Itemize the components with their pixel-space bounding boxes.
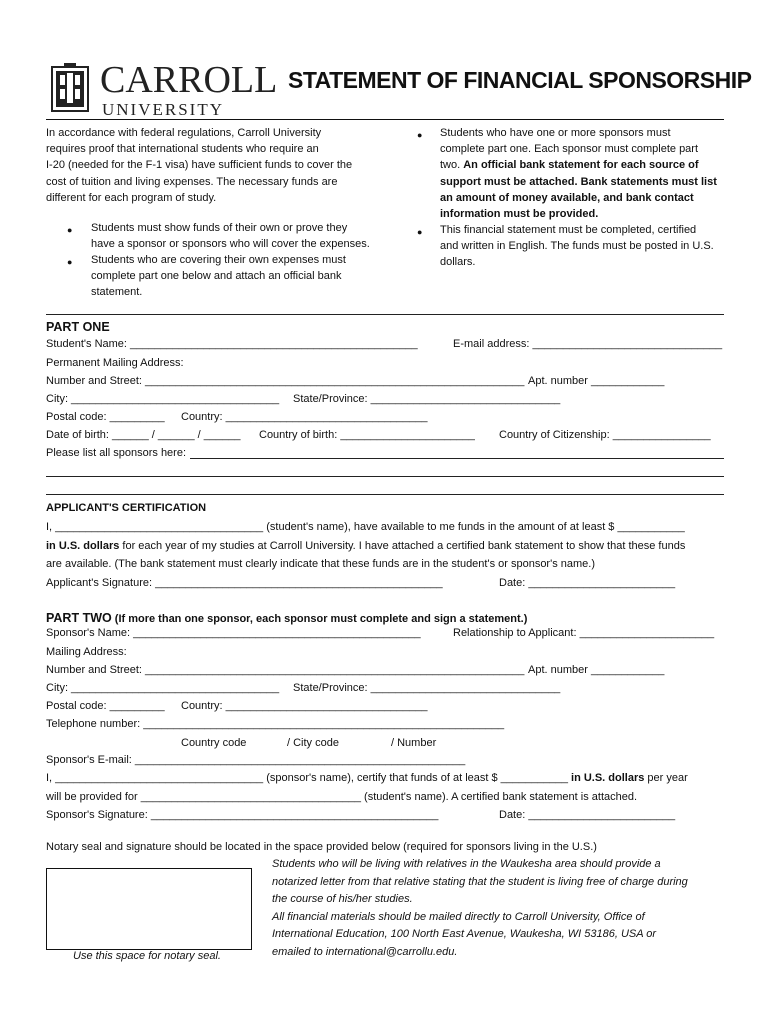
sponsor-apt-field[interactable]: Apt. number ____________ <box>528 664 665 676</box>
notary-info <box>272 856 688 962</box>
bullet-icon: ● <box>417 130 423 140</box>
bold-text: in U.S. dollars <box>571 772 645 784</box>
bullet-line: dollars. <box>440 256 476 269</box>
sponsor-state-field[interactable]: State/Province: _______________________________ <box>293 682 561 694</box>
notary-info-line: the course of his/her studies. <box>272 893 413 906</box>
notary-info-line: All financial materials should be mailed directly to Carroll University, Office of <box>272 910 645 923</box>
student-apt-field[interactable]: Apt. number ____________ <box>528 375 665 387</box>
intro-bullet-1 <box>91 220 370 252</box>
sponsor-name-field[interactable]: Sponsor's Name: _______________________________________________ <box>46 627 421 639</box>
bullet-icon: ● <box>67 225 73 235</box>
sponsors-line[interactable] <box>46 476 724 477</box>
part-two-heading <box>46 611 527 625</box>
certification-heading: APPLICANT'S CERTIFICATION <box>46 502 207 514</box>
page-title: STATEMENT OF FINANCIAL SPONSORSHIP <box>288 67 752 93</box>
applicant-date-field[interactable]: Date: ________________________ <box>499 577 676 589</box>
sponsors-line[interactable] <box>46 494 724 495</box>
intro-line: requires proof that international students who require an <box>46 143 319 156</box>
student-street-field[interactable]: Number and Street: ______________________________________________________________ <box>46 375 525 387</box>
bullet-line: an amount of money available, and bank contact <box>440 191 694 204</box>
certification-line <box>46 541 685 552</box>
student-dob-field[interactable]: Date of birth: ______ / ______ / ______ <box>46 429 241 441</box>
notary-info-line: Students who will be living with relatives in the Waukesha area should provide a <box>272 858 661 870</box>
certification-line: are available. (The bank statement must clearly indicate that these funds are in the student's or sponsor's name.) <box>46 558 595 570</box>
bullet-line: Students who are covering their own expenses must <box>91 254 346 266</box>
mailing-address-label: Mailing Address: <box>46 646 127 658</box>
bold-text: in U.S. dollars <box>46 540 120 552</box>
bullet-icon: ● <box>67 257 73 267</box>
sponsor-telephone-field[interactable]: Telephone number: ___________________________________________________________ <box>46 718 505 730</box>
intro-bullet-2 <box>91 252 346 301</box>
student-city-field[interactable]: City: __________________________________ <box>46 393 280 405</box>
citizenship-field[interactable]: Country of Citizenship: ________________ <box>499 429 711 441</box>
bullet-line: have a sponsor or sponsors who will cover the expenses. <box>91 238 370 251</box>
permanent-address-label: Permanent Mailing Address: <box>46 357 184 369</box>
student-country-field[interactable]: Country: _________________________________ <box>181 411 428 423</box>
student-name-field[interactable]: Student's Name: _______________________________________________ <box>46 338 418 350</box>
intro-line: I-20 (needed for the F-1 visa) have sufficient funds to cover the <box>46 159 353 172</box>
certify-text: per year <box>644 772 688 784</box>
certify-text: I, __________________________________ (sponsor's name), certify that funds of at least $ ___________ <box>46 772 572 784</box>
country-of-birth-field[interactable]: Country of birth: ______________________ <box>259 429 475 441</box>
notary-info-line: emailed to international@carrollu.edu. <box>272 945 458 958</box>
header-divider <box>46 119 724 120</box>
sponsor-country-field[interactable]: Country: _________________________________ <box>181 700 428 712</box>
sponsor-date-field[interactable]: Date: ________________________ <box>499 809 676 821</box>
notary-seal-caption: Use this space for notary seal. <box>73 950 221 962</box>
bullet-line <box>440 157 717 173</box>
bullet-line: complete part one below and attach an official bank <box>91 270 342 283</box>
country-code-label: Country code <box>181 737 247 749</box>
sponsors-label: Please list all sponsors here: <box>46 447 187 459</box>
sponsor-certify-line[interactable] <box>46 773 688 784</box>
part-one-heading: PART ONE <box>46 320 110 334</box>
intro-divider <box>46 314 724 315</box>
student-state-field[interactable]: State/Province: _______________________________ <box>293 393 561 405</box>
bullet-icon: ● <box>417 227 423 237</box>
bullet-line: This financial statement must be completed, certified <box>440 224 697 236</box>
provided-for-field[interactable]: will be provided for ____________________________________ (student's name). A certified bank statement is attached. <box>46 791 638 803</box>
sponsor-postal-field[interactable]: Postal code: _________ <box>46 700 165 712</box>
intro-line: different for each program of study. <box>46 191 217 204</box>
logo-name: CARROLL <box>100 59 278 101</box>
intro-line: cost of tuition and living expenses. The necessary funds are <box>46 175 338 188</box>
student-email-field[interactable]: E-mail address: _______________________________ <box>453 338 723 350</box>
city-code-label: / City code <box>287 737 339 749</box>
notary-seal-box[interactable] <box>46 868 252 950</box>
bullet-line: support must be attached. Bank statements must list <box>440 175 717 188</box>
sponsor-email-field[interactable]: Sponsor's E-mail: ______________________________________________________ <box>46 754 466 766</box>
part-two-title: PART TWO <box>46 611 112 625</box>
bullet-bold-text: An official bank statement for each source of <box>463 159 699 172</box>
intro-right-bullet-1 <box>440 125 717 222</box>
intro-left <box>46 125 352 206</box>
student-postal-field[interactable]: Postal code: _________ <box>46 411 165 423</box>
part-two-subtitle: (If more than one sponsor, each sponsor must complete and sign a statement.) <box>111 613 528 625</box>
notary-info-line: notarized letter from that relative stating that the student is living free of charge during <box>272 875 688 888</box>
intro-right-bullet-2 <box>440 222 714 271</box>
bullet-line: Students who have one or more sponsors must <box>440 127 671 139</box>
number-label: / Number <box>391 737 437 749</box>
intro-line: In accordance with federal regulations, Carroll University <box>46 127 322 139</box>
carroll-shield-icon <box>50 63 90 113</box>
bullet-line: complete part one. Each sponsor must complete part <box>440 143 699 156</box>
sponsor-signature-field[interactable]: Sponsor's Signature: _______________________________________________ <box>46 809 439 821</box>
bullet-text: two. <box>440 159 464 172</box>
relationship-field[interactable]: Relationship to Applicant: ______________________ <box>453 627 715 639</box>
logo-university: UNIVERSITY <box>102 100 224 119</box>
notary-info-line: International Education, 100 North East Avenue, Waukesha, WI 53186, USA or <box>272 928 657 941</box>
applicant-signature-field[interactable]: Applicant's Signature: _______________________________________________ <box>46 577 443 589</box>
bullet-line: statement. <box>91 286 143 299</box>
certification-line[interactable]: I, __________________________________ (student's name), have available to me funds in the amount of at least $ ___________ <box>46 521 685 533</box>
notary-intro: Notary seal and signature should be located in the space provided below (required for sponsors living in the U.S.) <box>46 841 597 853</box>
certification-text: for each year of my studies at Carroll University. I have attached a certified bank statement to show that these funds <box>119 540 686 552</box>
bullet-line: Students must show funds of their own or prove they <box>91 222 348 234</box>
bullet-line: and written in English. The funds must be posted in U.S. <box>440 240 714 253</box>
bullet-line: information must be provided. <box>440 208 599 221</box>
sponsor-city-field[interactable]: City: __________________________________ <box>46 682 280 694</box>
sponsors-line[interactable] <box>190 458 724 459</box>
sponsor-street-field[interactable]: Number and Street: ______________________________________________________________ <box>46 664 525 676</box>
